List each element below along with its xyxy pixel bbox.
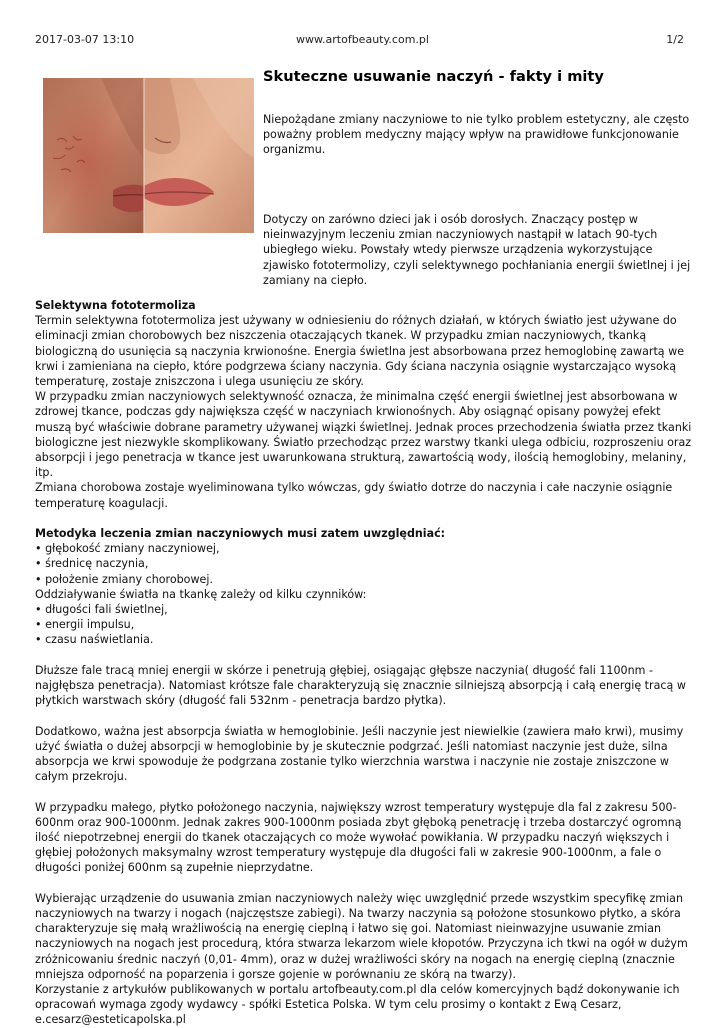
before-after-photo	[43, 78, 254, 233]
bullet-list-1	[35, 541, 695, 587]
article-title: Skuteczne usuwanie naczyń - fakty i mity	[263, 68, 604, 85]
intro-paragraph-2: Dotyczy on zarówno dzieci jak i osób dorosłych. Znaczący postęp w nieinwazyjnym leczeniu zmian naczyniowych nastąpił w latach 90-tych ubiegłego wieku. Powstały wtedy pierwsze urządzenia wykorzystujące zjawisko fototermolizy, czyli selektywnego pochłaniania energii świetlnej i jej zamiany na ciepło.	[263, 213, 691, 287]
copyright-footer: Korzystanie z artykułów publikowanych w portalu artofbeauty.com.pl dla celów komercyjnych bądź dokonywanie ich opracowań wymaga zgody wydawcy - spółki Estetica Polska. W tym celu prosimy o kontakt z Ewą Cesarz, e.cesarz@esteticapolska.pl	[35, 983, 680, 1027]
bullet-list-2	[35, 602, 695, 648]
paragraph-1: Termin selektywna fototermoliza jest używany w odniesieniu do różnych działań, w których światło jest używane do eliminacji zmian chorobowych bez niszczenia otaczających tkanek. W przypadku zmian naczyniowych, tkanką biologiczną do usunięcia są naczynia krwionośne. Energia świetlna jest absorbowana przez hemoglobinę zawartą we krwi i zamieniana na ciepło, które podgrzewa ściany naczynia. Gdy ściana naczynia osiągnie wystarczająco wysoką temperaturę, zostaje zniszczona i ulega usunięciu ze skóry.	[35, 314, 685, 389]
list-item: • energii impulsu,	[35, 617, 695, 632]
list-item: • głębokość zmiany naczyniowej,	[35, 541, 695, 556]
paragraph-3: Zmiana chorobowa zostaje wyeliminowana tylko wówczas, gdy światło dotrze do naczynia i całe naczynie osiągnie temperaturę koagulacji.	[35, 481, 673, 510]
paragraph-6: Dodatkowo, ważna jest absorpcja światła w hemoglobinie. Jeśli naczynie jest niewielkie (zawiera mało krwi), musimy użyć światła o dużej absorpcji w hemoglobinie by je skutecznie podgrzać. Jeśli natomiast naczynie jest duże, silna absorpcja we krwi spowoduje że podgrzana zostanie tylko wierzchnia warstwa i naczynie nie zostaje zniszczone w całym przekroju.	[35, 724, 684, 784]
list-item: • położenie zmiany chorobowej.	[35, 572, 695, 587]
paragraph-8: Wybierając urządzenie do usuwania zmian naczyniowych należy więc uwzględnić przede wszystkim specyfikę zmian naczyniowych na twarzy i nogach (najczęstsze zabiegi). Na twarzy naczynia są położone stosunkowo płytko, a skóra charakteryzuje się małą wrażliwością na energię cieplną i łatwo się goi. Natomiast nieinwazyjne usuwanie zmian naczyniowych na nogach jest procedurą, która stwarza lekarzom wiele kłopotów. Przyczyna ich tkwi na ogół w dużym zróżnicowaniu średnic naczyń (0,01- 4mm), oraz w dużej wrażliwości skóry na nogach na energię cieplną (znacznie mniejsza odporność na poparzenia i gorsze gojenie w porównaniu ze skórą na twarzy).	[35, 891, 688, 981]
paragraph-2: W przypadku zmian naczyniowych selektywność oznacza, że minimalna część energii świetlnej jest absorbowana w zdrowej tkance, podczas gdy największa część w naczyniach krwionośnych. Aby osiągnąć opisany powyżej efekt muszą być właściwie dobrane parametry używanej wiązki świetlnej. Jednak proces przechodzenia światła przez tkanki biologiczne jest niezwykle skomplikowany. Światło przechodząc przez warstwy tkanki ulega odbiciu, rozproszeniu oraz absorpcji i jego penetracja w tkance jest uwarunkowana strukturą, zawartością wody, ilością hemoglobiny, melaniny, itp.	[35, 390, 692, 480]
list-item: • długości fali świetlnej,	[35, 602, 695, 617]
print-datetime: 2017-03-07 13:10	[35, 33, 135, 46]
paragraph-7: W przypadku małego, płytko położonego naczynia, największy wzrost temperatury występuje dla fal z zakresu 500-600nm oraz 900-1000nm. Jednak zakres 900-1000nm posiada zbyt głęboką penetrację i trzeba dostarczyć ogromną ilość niepotrzebnej energii do tkanek otaczających co może wywołać powikłania. W przypadku naczyń większych i głębiej położonych maksymalny wzrost temperatury występuje dla długości fali w zakresie 900-1000nm, a fale o długości poniżej 600nm są zupełnie nieprzydatne.	[35, 800, 682, 875]
list-item: • średnicę naczynia,	[35, 556, 695, 571]
print-page-number: 1/2	[666, 33, 684, 46]
section-heading-fototermoliza: Selektywna fototermoliza	[35, 299, 196, 312]
intro-paragraph-1: Niepożądane zmiany naczyniowe to nie tylko problem estetyczny, ale często poważny problem medyczny mający wpływ na prawidłowe funkcjonowanie organizmu.	[263, 113, 690, 157]
section-heading-metodyka: Metodyka leczenia zmian naczyniowych musi zatem uwzględniać:	[35, 527, 446, 541]
list-item: • czasu naświetlania.	[35, 632, 695, 647]
article-body	[35, 298, 695, 1028]
print-site-url: www.artofbeauty.com.pl	[296, 33, 429, 46]
paragraph-5: Dłuższe fale tracą mniej energii w skórze i penetrują głębiej, osiągając głębsze naczynia( długość fali 1100nm - najgłębsza penetracja). Natomiast krótsze fale charakteryzują się znacznie silniejszą absorpcją i całą energię tracą w płytkich warstwach skóry (długość fali 532nm - penetracja bardzo płytka).	[35, 663, 686, 708]
paragraph-4: Oddziaływanie światła na tkankę zależy od kilku czynników:	[35, 587, 367, 601]
